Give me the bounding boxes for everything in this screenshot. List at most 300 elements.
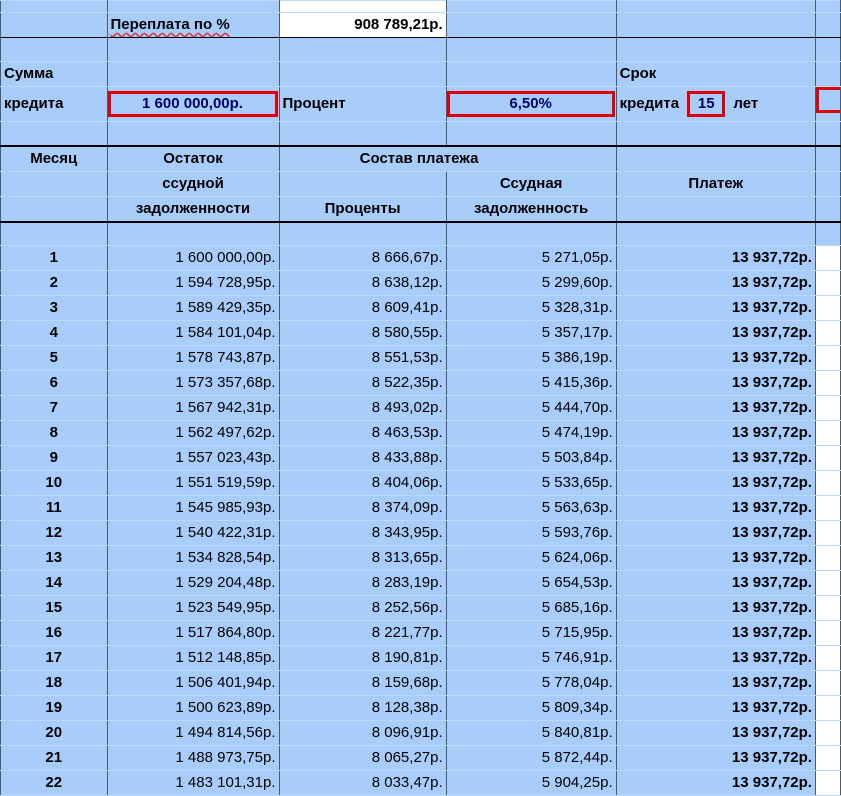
cell-empty[interactable] (1, 196, 108, 222)
cell-stub[interactable] (815, 471, 840, 496)
header-balance-line1: Остаток (163, 149, 223, 167)
cell-payment[interactable] (616, 771, 815, 796)
cell-interest[interactable] (279, 421, 446, 446)
cell-month[interactable] (1, 496, 108, 521)
cell-balance[interactable] (107, 771, 279, 796)
cell-stub[interactable] (815, 296, 840, 321)
header-payment[interactable] (616, 171, 815, 196)
principal-value: 5 654,53р. (541, 574, 613, 591)
payment-value: 13 937,72р. (731, 249, 812, 266)
month-value: 21 (45, 749, 63, 766)
cell-empty[interactable] (616, 196, 815, 222)
cell-month[interactable] (1, 521, 108, 546)
cell-payment[interactable] (616, 371, 815, 396)
sum-label-cell-2[interactable] (1, 87, 108, 122)
header-interest[interactable] (279, 196, 446, 222)
cell-balance[interactable] (107, 571, 279, 596)
cell-balance[interactable] (107, 521, 279, 546)
balance-value: 1 483 101,31р. (175, 774, 276, 791)
cell-payment[interactable] (616, 721, 815, 746)
table-row (1, 546, 841, 571)
cell-balance[interactable] (107, 496, 279, 521)
cell-principal[interactable] (446, 496, 616, 521)
table-row (1, 621, 841, 646)
interest-value: 8 374,09р. (371, 499, 443, 516)
cell-payment[interactable] (616, 246, 815, 271)
principal-value: 5 328,31р. (541, 299, 613, 316)
cell-payment[interactable] (616, 546, 815, 571)
principal-value: 5 685,16р. (541, 599, 613, 616)
cell-month[interactable] (1, 346, 108, 371)
cell-interest[interactable] (279, 296, 446, 321)
principal-value: 5 503,84р. (541, 449, 613, 466)
principal-value: 5 299,60р. (541, 274, 613, 291)
principal-value: 5 715,95р. (541, 624, 613, 641)
cell-empty[interactable] (107, 122, 279, 146)
cell-payment[interactable] (616, 621, 815, 646)
balance-value: 1 589 429,35р. (175, 299, 276, 316)
cell-payment[interactable] (616, 596, 815, 621)
payment-value: 13 937,72р. (731, 274, 812, 291)
cell-balance[interactable] (107, 271, 279, 296)
cell-interest[interactable] (279, 546, 446, 571)
principal-value: 5 563,63р. (541, 499, 613, 516)
table-row (1, 746, 841, 771)
cell-stub[interactable] (815, 671, 840, 696)
cell-payment[interactable] (616, 646, 815, 671)
balance-value: 1 500 623,89р. (175, 699, 276, 716)
cell-payment[interactable] (616, 746, 815, 771)
month-value: 7 (49, 399, 58, 416)
cell-principal[interactable] (446, 621, 616, 646)
cell-interest[interactable] (279, 246, 446, 271)
table-row (1, 521, 841, 546)
cell-month[interactable] (1, 421, 108, 446)
cell-stub[interactable] (815, 521, 840, 546)
cell-stub[interactable] (815, 696, 840, 721)
term-label-cell[interactable] (616, 62, 815, 87)
cell-balance[interactable] (107, 596, 279, 621)
cell-stub[interactable] (815, 746, 840, 771)
payment-value: 13 937,72р. (731, 374, 812, 391)
month-value: 18 (45, 674, 63, 691)
table-row (1, 721, 841, 746)
balance-value: 1 573 357,68р. (175, 374, 276, 391)
sum-input-cell[interactable] (107, 87, 279, 122)
cell-interest[interactable] (279, 496, 446, 521)
cell-principal[interactable] (446, 296, 616, 321)
cell-principal[interactable] (446, 396, 616, 421)
rate-label: Процент (282, 95, 346, 112)
cell-payment[interactable] (616, 671, 815, 696)
cell-month[interactable] (1, 371, 108, 396)
cell-balance[interactable] (107, 446, 279, 471)
term-label: Срок (619, 65, 657, 82)
payment-value: 13 937,72р. (731, 424, 812, 441)
cell-balance[interactable] (107, 746, 279, 771)
table-row (1, 446, 841, 471)
payment-value: 13 937,72р. (731, 524, 812, 541)
payment-value: 13 937,72р. (731, 299, 812, 316)
principal-value: 5 778,04р. (541, 674, 613, 691)
balance-value: 1 488 973,75р. (175, 749, 276, 766)
sum-label: Сумма (4, 65, 54, 82)
cell-stub[interactable] (815, 246, 840, 271)
table-row (1, 296, 841, 321)
cell-principal[interactable] (446, 346, 616, 371)
overpay-label-cell[interactable] (107, 13, 279, 38)
cell-interest[interactable] (279, 646, 446, 671)
cell-empty[interactable] (616, 13, 815, 38)
month-value: 4 (49, 324, 58, 341)
cell-balance[interactable] (107, 471, 279, 496)
cell-empty[interactable] (1, 171, 108, 196)
cell-empty[interactable] (279, 62, 446, 87)
cell-principal[interactable] (446, 546, 616, 571)
interest-value: 8 033,47р. (371, 774, 443, 791)
month-value: 19 (45, 699, 63, 716)
balance-value: 1 494 814,56р. (175, 724, 276, 741)
cell-balance[interactable] (107, 546, 279, 571)
payment-value: 13 937,72р. (731, 349, 812, 366)
principal-value: 5 533,65р. (541, 474, 613, 491)
table-row (1, 471, 841, 496)
cell-empty[interactable] (616, 122, 815, 146)
principal-value: 5 386,19р. (541, 349, 613, 366)
cell-interest[interactable] (279, 396, 446, 421)
term-cell[interactable] (616, 87, 815, 122)
cell-balance[interactable] (107, 621, 279, 646)
header-payment-top[interactable] (616, 146, 815, 172)
cell-stub[interactable] (815, 571, 840, 596)
cell-balance[interactable] (107, 396, 279, 421)
interest-value: 8 638,12р. (371, 274, 443, 291)
cell-principal[interactable] (446, 771, 616, 796)
cell-interest[interactable] (279, 621, 446, 646)
interest-value: 8 159,68р. (371, 674, 443, 691)
cell-month[interactable] (1, 321, 108, 346)
cell-principal[interactable] (446, 571, 616, 596)
cell-principal[interactable] (446, 371, 616, 396)
cell-stub[interactable] (815, 771, 840, 796)
cell-balance[interactable] (107, 371, 279, 396)
table-row (1, 271, 841, 296)
cell-principal[interactable] (446, 721, 616, 746)
interest-value: 8 313,65р. (371, 549, 443, 566)
principal-value: 5 840,81р. (541, 724, 613, 741)
term-unit: лет (733, 95, 759, 112)
principal-value: 5 746,91р. (541, 649, 613, 666)
cell-balance[interactable] (107, 671, 279, 696)
cell-balance[interactable] (107, 721, 279, 746)
cell-principal[interactable] (446, 321, 616, 346)
cell-principal[interactable] (446, 246, 616, 271)
cell-stub[interactable] (815, 621, 840, 646)
cell-month[interactable] (1, 771, 108, 796)
cell-empty[interactable] (107, 62, 279, 87)
balance-value: 1 594 728,95р. (175, 274, 276, 291)
header-principal-2[interactable] (446, 196, 616, 222)
cell-month[interactable] (1, 396, 108, 421)
cell-empty[interactable] (815, 146, 840, 172)
balance-value: 1 517 864,80р. (175, 624, 276, 641)
cell-stub[interactable] (815, 446, 840, 471)
payment-value: 13 937,72р. (731, 699, 812, 716)
table-row (1, 346, 841, 371)
principal-value: 5 904,25р. (541, 774, 613, 791)
interest-value: 8 433,88р. (371, 449, 443, 466)
cell-interest[interactable] (279, 571, 446, 596)
header-month-label: Месяц (30, 149, 78, 167)
month-value: 15 (45, 599, 63, 616)
header-composition[interactable] (279, 146, 616, 172)
balance-value: 1 545 985,93р. (175, 499, 276, 516)
interest-value: 8 221,77р. (371, 624, 443, 641)
interest-value: 8 404,06р. (371, 474, 443, 491)
interest-value: 8 522,35р. (371, 374, 443, 391)
cell-balance[interactable] (107, 346, 279, 371)
payment-value: 13 937,72р. (731, 674, 812, 691)
cell-principal[interactable] (446, 696, 616, 721)
cell-payment[interactable] (616, 346, 815, 371)
term-label-2: кредита (619, 95, 680, 112)
cell-empty[interactable] (279, 122, 446, 146)
header-balance[interactable] (107, 146, 279, 172)
cell-balance[interactable] (107, 696, 279, 721)
cell-edge[interactable] (815, 87, 840, 122)
table-row (1, 371, 841, 396)
cell-interest[interactable] (279, 446, 446, 471)
cell-interest[interactable] (279, 596, 446, 621)
table-row (1, 396, 841, 421)
cell-payment[interactable] (616, 396, 815, 421)
cell-principal[interactable] (446, 421, 616, 446)
cell-payment[interactable] (616, 471, 815, 496)
cell-interest[interactable] (279, 346, 446, 371)
cell-interest[interactable] (279, 721, 446, 746)
balance-value: 1 512 148,85р. (175, 649, 276, 666)
month-value: 14 (45, 574, 63, 591)
cell-interest[interactable] (279, 671, 446, 696)
cell-principal[interactable] (446, 446, 616, 471)
month-value: 2 (49, 274, 58, 291)
cell-month[interactable] (1, 596, 108, 621)
header-principal-line1: Ссудная (499, 174, 563, 192)
cell-interest[interactable] (279, 771, 446, 796)
cell-interest[interactable] (279, 271, 446, 296)
cell-balance[interactable] (107, 421, 279, 446)
principal-value: 5 809,34р. (541, 699, 613, 716)
overpay-value-cell[interactable] (279, 13, 446, 38)
header-composition-label: Состав платежа (359, 149, 479, 167)
cell-payment[interactable] (616, 571, 815, 596)
cell-empty[interactable] (279, 171, 446, 196)
balance-value: 1 551 519,59р. (175, 474, 276, 491)
cell-principal[interactable] (446, 271, 616, 296)
sum-input[interactable]: 1 600 000,00р. (108, 91, 278, 117)
cell-empty[interactable] (1, 13, 108, 38)
rate-input-cell[interactable] (446, 87, 616, 122)
month-value: 5 (49, 349, 58, 366)
cell-principal[interactable] (446, 471, 616, 496)
payment-value: 13 937,72р. (731, 499, 812, 516)
cell-stub[interactable] (815, 596, 840, 621)
payment-value: 13 937,72р. (731, 549, 812, 566)
cell-empty[interactable] (1, 122, 108, 146)
rate-label-cell[interactable] (279, 87, 446, 122)
month-value: 13 (45, 549, 63, 566)
cell-stub[interactable] (815, 371, 840, 396)
header-balance-2[interactable] (107, 171, 279, 196)
cell-month[interactable] (1, 646, 108, 671)
principal-value: 5 415,36р. (541, 374, 613, 391)
cell-payment[interactable] (616, 296, 815, 321)
balance-value: 1 557 023,43р. (175, 449, 276, 466)
cell-interest[interactable] (279, 746, 446, 771)
header-principal-line2: задолженность (474, 199, 589, 217)
cell-month[interactable] (1, 621, 108, 646)
cell-month[interactable] (1, 671, 108, 696)
cell-principal[interactable] (446, 596, 616, 621)
cell-payment[interactable] (616, 496, 815, 521)
cell-month[interactable] (1, 271, 108, 296)
cell-month[interactable] (1, 571, 108, 596)
cell-empty[interactable] (815, 122, 840, 146)
cell-empty[interactable] (446, 13, 616, 38)
sum-label-2: кредита (4, 95, 64, 112)
cell-stub[interactable] (815, 546, 840, 571)
cell-stub[interactable] (815, 421, 840, 446)
interest-value: 8 551,53р. (371, 349, 443, 366)
table-row (1, 571, 841, 596)
interest-value: 8 283,19р. (371, 574, 443, 591)
cell-payment[interactable] (616, 696, 815, 721)
principal-value: 5 357,17р. (541, 324, 613, 341)
cell-interest[interactable] (279, 321, 446, 346)
payment-value: 13 937,72р. (731, 449, 812, 466)
cell-payment[interactable] (616, 446, 815, 471)
cell-month[interactable] (1, 246, 108, 271)
cell-payment[interactable] (616, 521, 815, 546)
cell-stub[interactable] (815, 271, 840, 296)
interest-value: 8 065,27р. (371, 749, 443, 766)
cell-month[interactable] (1, 471, 108, 496)
sum-label-cell[interactable] (1, 62, 108, 87)
rate-input[interactable]: 6,50% (447, 91, 615, 117)
payment-value: 13 937,72р. (731, 399, 812, 416)
cell-interest[interactable] (279, 371, 446, 396)
table-row (1, 771, 841, 796)
balance-value: 1 523 549,95р. (175, 599, 276, 616)
cell-empty[interactable] (815, 171, 840, 196)
cell-month[interactable] (1, 446, 108, 471)
principal-value: 5 872,44р. (541, 749, 613, 766)
cell-month[interactable] (1, 696, 108, 721)
interest-value: 8 190,81р. (371, 649, 443, 666)
cell-interest[interactable] (279, 521, 446, 546)
cell-empty[interactable] (815, 196, 840, 222)
cell-empty[interactable] (446, 122, 616, 146)
cell-principal[interactable] (446, 646, 616, 671)
table-row (1, 671, 841, 696)
interest-value: 8 580,55р. (371, 324, 443, 341)
month-value: 12 (45, 524, 63, 541)
cell-payment[interactable] (616, 271, 815, 296)
cell-balance[interactable] (107, 321, 279, 346)
cell-principal[interactable] (446, 671, 616, 696)
cell-principal[interactable] (446, 746, 616, 771)
cell-empty[interactable] (446, 62, 616, 87)
interest-value: 8 493,02р. (371, 399, 443, 416)
header-balance-line3: задолженности (135, 199, 251, 217)
month-value: 20 (45, 724, 63, 741)
month-value: 11 (45, 499, 62, 516)
header-month[interactable] (1, 146, 108, 172)
cell-stub[interactable] (815, 496, 840, 521)
header-principal[interactable] (446, 171, 616, 196)
cell-balance[interactable] (107, 246, 279, 271)
cell-interest[interactable] (279, 696, 446, 721)
month-value: 3 (49, 299, 58, 316)
cell-stub[interactable] (815, 646, 840, 671)
overpay-label: Переплата по % (110, 16, 230, 33)
interest-value: 8 128,38р. (371, 699, 443, 716)
header-balance-3[interactable] (107, 196, 279, 222)
cell-payment[interactable] (616, 321, 815, 346)
interest-value: 8 096,91р. (371, 724, 443, 741)
balance-value: 1 506 401,94р. (175, 674, 276, 691)
cell-stub[interactable] (815, 396, 840, 421)
cell-month[interactable] (1, 296, 108, 321)
month-value: 8 (49, 424, 58, 441)
balance-value: 1 584 101,04р. (175, 324, 276, 341)
payment-value: 13 937,72р. (731, 324, 812, 341)
cell-stub[interactable] (815, 321, 840, 346)
cell-month[interactable] (1, 546, 108, 571)
month-value: 1 (49, 249, 58, 266)
principal-value: 5 444,70р. (541, 399, 613, 416)
cell-month[interactable] (1, 746, 108, 771)
cell-empty[interactable] (815, 62, 840, 87)
payment-value: 13 937,72р. (731, 649, 812, 666)
month-value: 9 (49, 449, 58, 466)
balance-value: 1 529 204,48р. (175, 574, 276, 591)
cell-balance[interactable] (107, 646, 279, 671)
table-row (1, 321, 841, 346)
cell-principal[interactable] (446, 521, 616, 546)
cell-month[interactable] (1, 721, 108, 746)
table-row (1, 496, 841, 521)
overpay-value: 908 789,21р. (354, 16, 443, 33)
balance-value: 1 534 828,54р. (175, 549, 276, 566)
payment-value: 13 937,72р. (731, 624, 812, 641)
principal-value: 5 593,76р. (541, 524, 613, 541)
balance-value: 1 567 942,31р. (175, 399, 276, 416)
cell-stub[interactable] (815, 721, 840, 746)
month-value: 22 (45, 774, 63, 791)
cell-payment[interactable] (616, 421, 815, 446)
term-input[interactable]: 15 (687, 91, 725, 117)
cell-balance[interactable] (107, 296, 279, 321)
cell-interest[interactable] (279, 471, 446, 496)
cell-empty[interactable] (815, 13, 840, 38)
payment-value: 13 937,72р. (731, 599, 812, 616)
balance-value: 1 600 000,00р. (175, 249, 276, 266)
edge-input[interactable] (816, 87, 840, 113)
header-balance-line2: ссудной (162, 174, 224, 192)
table-row (1, 596, 841, 621)
cell-stub[interactable] (815, 346, 840, 371)
